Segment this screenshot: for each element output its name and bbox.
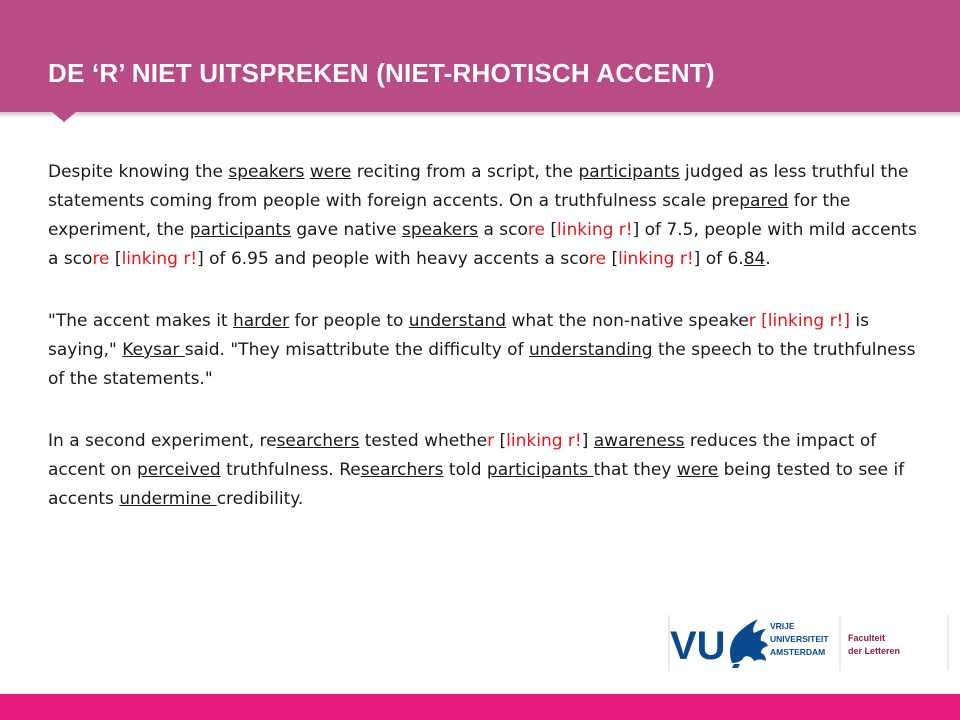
title-bar bbox=[0, 0, 960, 112]
text-run: that they bbox=[593, 460, 677, 480]
underlined-word: 84 bbox=[743, 249, 766, 269]
text-run: is saying," bbox=[48, 311, 869, 360]
underlined-word: participants bbox=[189, 220, 291, 240]
slide-body bbox=[48, 158, 928, 547]
text-run: ] bbox=[581, 431, 594, 451]
underlined-word: undermine bbox=[119, 489, 217, 509]
body-paragraph-1 bbox=[48, 158, 928, 274]
text-run: ] of 6. bbox=[693, 249, 744, 269]
underlined-word: were bbox=[676, 460, 719, 480]
logo-faculty-line-2: der Letteren bbox=[848, 646, 901, 656]
bottom-bar bbox=[0, 694, 960, 720]
text-run: In a second experiment, re bbox=[48, 431, 277, 451]
text-run: reduces the impact of accent on bbox=[48, 431, 877, 480]
logo-university-line-2: UNIVERSITEIT bbox=[770, 634, 829, 644]
text-run: reciting from a script, the bbox=[351, 162, 579, 182]
text-run: truthfulness. Re bbox=[220, 460, 361, 480]
underlined-word: were bbox=[309, 162, 352, 182]
underlined-word: participants bbox=[486, 460, 594, 480]
text-run: [ bbox=[494, 431, 507, 451]
text-run: credibility. bbox=[216, 489, 304, 509]
linking-r-annotation: re bbox=[92, 249, 110, 269]
text-run: ] of 6.95 and people with heavy accents a sco bbox=[197, 249, 589, 269]
linking-r-annotation: linking r! bbox=[557, 220, 633, 240]
linking-r-annotation: re bbox=[527, 220, 545, 240]
vu-faculty-logo bbox=[668, 613, 950, 671]
linking-r-annotation: linking r! bbox=[121, 249, 198, 269]
linking-r-annotation: linking r! bbox=[506, 431, 582, 451]
text-run: [ bbox=[109, 249, 122, 269]
underlined-word: pared bbox=[739, 191, 789, 211]
text-run: a sco bbox=[478, 220, 528, 240]
body-paragraph-2 bbox=[48, 307, 928, 394]
svg-text:VRIJE UNIVERSITEIT AMS bbox=[770, 621, 831, 657]
logo-faculty-line-1: Faculteit bbox=[848, 633, 886, 643]
text-run: . bbox=[765, 249, 771, 269]
title-bar-pointer bbox=[52, 112, 76, 122]
text-run: being tested to see if accents bbox=[48, 460, 905, 509]
text-run: for people to bbox=[289, 311, 409, 331]
underlined-word: speakers bbox=[228, 162, 305, 182]
logo-university-line-3: AMSTERDAM bbox=[770, 647, 826, 657]
underlined-word: Keysar bbox=[122, 340, 185, 360]
text-run: said. "They misattribute the difficulty of bbox=[184, 340, 529, 360]
text-run: for the experiment, the bbox=[48, 191, 851, 240]
text-run: the speech to the truthfulness of the statements." bbox=[48, 340, 916, 389]
linking-r-annotation: r bbox=[487, 431, 495, 451]
underlined-word: harder bbox=[232, 311, 290, 331]
griffin-icon bbox=[730, 619, 768, 668]
text-run: gave native bbox=[290, 220, 402, 240]
text-run: judged as less truthful the statements coming from people with foreign accents. On a truthfulness scale pre bbox=[48, 162, 909, 211]
text-run: [ bbox=[606, 249, 619, 269]
text-run: what the non-native speake bbox=[506, 311, 749, 331]
text-run: tested whethe bbox=[359, 431, 488, 451]
underlined-word: searchers bbox=[360, 460, 444, 480]
linking-r-annotation: linking r! bbox=[618, 249, 694, 269]
body-paragraph-3 bbox=[48, 427, 928, 514]
title-bar-shadow bbox=[0, 112, 960, 118]
text-run: [ bbox=[544, 220, 558, 240]
underlined-word: awareness bbox=[593, 431, 685, 451]
text-run: Despite knowing the bbox=[48, 162, 229, 182]
linking-r-annotation: r [linking r!] bbox=[748, 311, 851, 331]
logo-university-line-1: VRIJE bbox=[770, 621, 795, 631]
underlined-word: understand bbox=[408, 311, 507, 331]
underlined-word: participants bbox=[578, 162, 680, 182]
linking-r-annotation: re bbox=[588, 249, 607, 269]
text-run: "The accent makes it bbox=[48, 311, 233, 331]
underlined-word: understanding bbox=[528, 340, 653, 360]
logo-vu-mark: VU bbox=[670, 624, 726, 668]
text-run: ] of 7.5, people with mild accents a sco bbox=[48, 220, 917, 269]
text-run: told bbox=[443, 460, 487, 480]
underlined-word: perceived bbox=[137, 460, 221, 480]
slide-title: DE ‘R’ NIET UITSPREKEN (NIET-RHOTISCH ACCENT) bbox=[48, 58, 715, 88]
svg-text:Faculteit der Letteren bbox=[848, 633, 900, 656]
underlined-word: speakers bbox=[401, 220, 479, 240]
underlined-word: searchers bbox=[276, 431, 360, 451]
